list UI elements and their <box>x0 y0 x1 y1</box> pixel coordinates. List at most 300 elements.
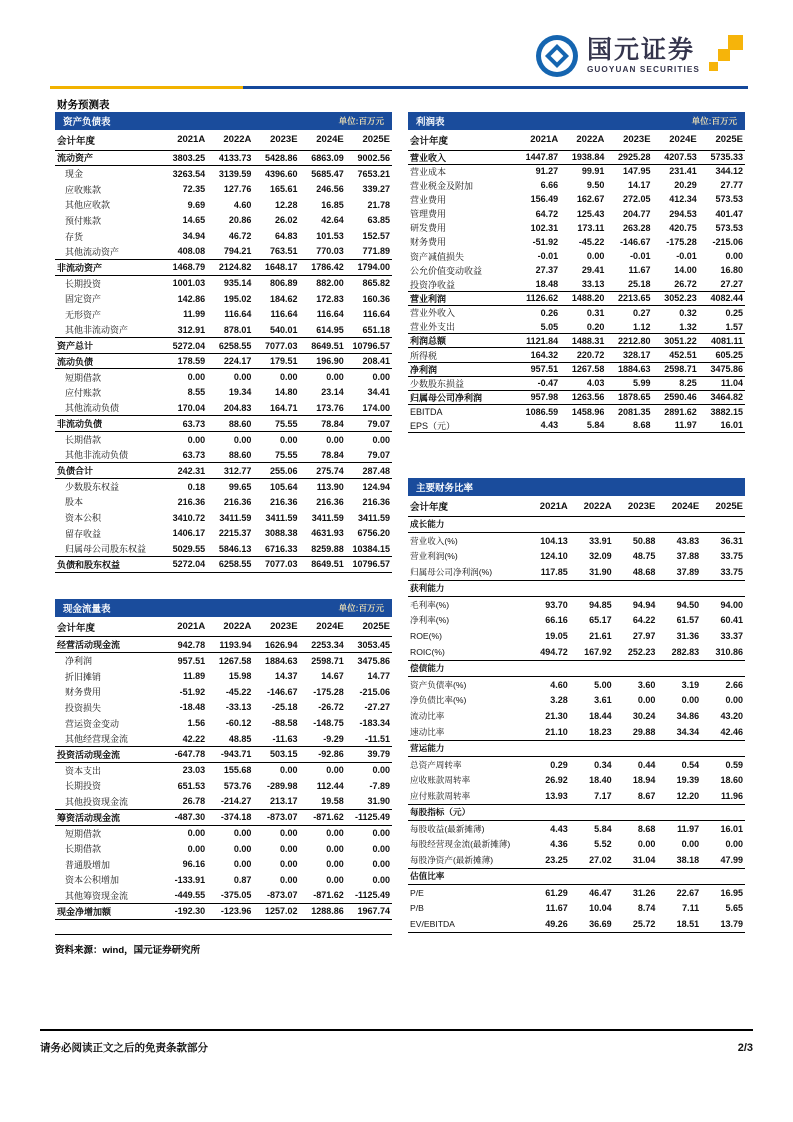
cell-label: 利润总额 <box>408 334 514 348</box>
cell-value: 6258.55 <box>207 557 253 573</box>
cell-value: 167.92 <box>584 647 612 658</box>
cell-label: 非流动负债 <box>55 416 161 432</box>
financial-ratios-table <box>408 496 745 933</box>
cell-value: 78.84 <box>321 449 344 460</box>
cell-value: 540.01 <box>270 324 298 335</box>
cell-value: -214.27 <box>220 796 252 807</box>
cell-value: 16.80 <box>720 265 743 276</box>
cell-value: 275.74 <box>300 463 346 479</box>
cell-value: 10796.57 <box>346 338 392 354</box>
cell-value: 34.34 <box>676 727 700 738</box>
table-row <box>408 249 745 263</box>
brand-name-cn: 国元证券 <box>586 35 695 64</box>
section-header-row <box>408 580 745 596</box>
cell-label: 应付账款 <box>65 387 102 398</box>
cell-value: 0.20 <box>586 321 605 332</box>
cell-value: 11.89 <box>183 671 206 682</box>
cell-value: 6258.55 <box>207 338 253 354</box>
table-row <box>55 747 392 763</box>
cell-value: 0.00 <box>681 839 700 850</box>
cell-value <box>526 804 570 820</box>
cell-value: 75.55 <box>275 449 298 460</box>
cell-label: 归属母公司净利润 <box>408 390 514 404</box>
cell-label: 资本公积 <box>65 513 102 524</box>
spacer <box>408 433 745 478</box>
cell-value: 65.17 <box>589 615 612 626</box>
section-header-row <box>408 660 745 676</box>
cell-value: 282.83 <box>671 647 700 658</box>
cell-value: 6.66 <box>540 180 559 191</box>
cell-value: 18.94 <box>632 775 656 786</box>
cell-value: 7653.21 <box>357 168 390 179</box>
cell-value: 0.29 <box>550 759 568 770</box>
cell-value: 0.59 <box>725 759 743 770</box>
column-header-label: 会计年度 <box>55 130 161 150</box>
cell-value: 63.85 <box>367 215 390 226</box>
cell-value: 36.69 <box>589 919 612 930</box>
cell-label: 每股指标（元） <box>408 804 526 820</box>
cell-value: 64.72 <box>535 208 559 219</box>
cell-value: 3052.23 <box>653 291 699 305</box>
cell-label: 其他流动负债 <box>65 403 120 414</box>
gold-square-large <box>728 35 743 50</box>
cell-value: 16.95 <box>720 887 743 898</box>
cell-value: 21.10 <box>545 727 568 738</box>
cell-value: 3882.15 <box>710 406 743 417</box>
cell-value: 43.83 <box>676 535 700 546</box>
table-title: 利润表 <box>416 117 445 128</box>
table-row <box>408 548 745 564</box>
cell-value: 0.00 <box>637 839 656 850</box>
cell-value: 4.36 <box>550 839 568 850</box>
cell-value: 2891.62 <box>664 406 697 417</box>
column-header-year: 2025E <box>346 130 392 150</box>
table-row <box>55 166 392 182</box>
cell-value: 14.00 <box>674 265 697 276</box>
cell-value: 42.46 <box>720 727 743 738</box>
cell-value: 2124.82 <box>207 259 253 275</box>
table-row <box>55 275 392 291</box>
cell-value: 3.60 <box>637 679 656 690</box>
cell-value: 242.31 <box>161 463 207 479</box>
brand-name-en: GUOYUAN SECURITIES <box>586 64 700 74</box>
page-footer <box>40 1040 753 1055</box>
cell-label: 应收账款周转率 <box>410 775 471 786</box>
cell-value: 0.34 <box>594 759 612 770</box>
cell-value: 42.22 <box>182 733 206 744</box>
cell-value: 0.00 <box>187 434 206 445</box>
table-row <box>408 676 745 692</box>
cell-value: 26.78 <box>182 796 206 807</box>
cell-value: -133.91 <box>174 874 206 885</box>
cell-value: 16.01 <box>720 420 743 431</box>
table-row <box>55 228 392 244</box>
cell-value: 178.59 <box>161 353 207 369</box>
cell-label: 其他非流动资产 <box>65 325 129 336</box>
brand-text <box>586 35 700 74</box>
cell-value: 9.69 <box>187 199 206 210</box>
table-row <box>408 221 745 235</box>
cell-value: 33.75 <box>720 567 743 578</box>
cell-value: 0.00 <box>280 765 298 776</box>
cell-value: 99.65 <box>228 481 252 492</box>
table-row <box>408 277 745 291</box>
cell-value: 4.60 <box>233 199 252 210</box>
table-row <box>55 213 392 229</box>
cell-value: 763.51 <box>270 246 298 257</box>
cell-value: 272.05 <box>623 194 651 205</box>
cell-label: 留存收益 <box>65 528 102 539</box>
cell-value: -45.22 <box>225 686 252 697</box>
cell-label: EBITDA <box>410 406 443 417</box>
cell-label: 短期借款 <box>65 372 102 383</box>
cell-label: 其他筹资现金流 <box>65 890 129 901</box>
table-row <box>408 348 745 362</box>
cell-value: 4.43 <box>540 420 559 431</box>
cell-value: 0.00 <box>372 843 390 854</box>
table-row <box>55 338 392 354</box>
cell-value: 34.41 <box>367 387 390 398</box>
cell-value: 117.85 <box>540 567 568 578</box>
cell-value: 651.18 <box>362 324 390 335</box>
cell-value: 5.05 <box>540 321 559 332</box>
cell-value: 0.00 <box>187 843 206 854</box>
cell-value: 216.36 <box>270 496 298 507</box>
cell-value: 20.86 <box>228 215 252 226</box>
cell-value: 3411.59 <box>219 512 252 523</box>
cell-value: 2212.80 <box>606 334 652 348</box>
cell-value: 33.13 <box>581 279 605 290</box>
cell-value <box>657 660 701 676</box>
cell-value: 14.67 <box>321 671 344 682</box>
cell-value: 42.64 <box>321 215 344 226</box>
cell-label: 现金净增加额 <box>55 903 161 919</box>
cell-value: 3411.59 <box>311 512 344 523</box>
cell-value: 21.30 <box>545 711 568 722</box>
cell-label: 资产减值损失 <box>410 251 465 262</box>
cell-value: 503.15 <box>253 747 299 763</box>
cell-value: 0.00 <box>372 828 390 839</box>
column-header-year: 2025E <box>701 496 745 516</box>
cell-label: 少数股东损益 <box>410 378 465 389</box>
cell-value: 328.17 <box>623 350 651 361</box>
cell-value: 935.14 <box>223 278 252 289</box>
table-row <box>55 715 392 731</box>
cell-label: 成长能力 <box>408 516 526 532</box>
cell-value: -33.13 <box>225 702 252 713</box>
cell-value: 3464.82 <box>699 390 745 404</box>
cell-value: 1488.20 <box>560 291 606 305</box>
cell-value: 7.11 <box>682 903 700 914</box>
cell-value: 8.74 <box>637 903 656 914</box>
cell-value: 26.02 <box>275 215 298 226</box>
cell-value: 179.51 <box>253 353 299 369</box>
cell-value: 19.05 <box>545 631 568 642</box>
cell-label: 投资活动现金流 <box>55 747 161 763</box>
cell-value: 13.93 <box>545 791 568 802</box>
cell-label: 无形资产 <box>65 309 102 320</box>
cell-value: 8649.51 <box>300 557 346 573</box>
divider-gold-segment <box>50 86 243 89</box>
cell-value: 0.00 <box>233 859 252 870</box>
cell-label: 其他投资现金流 <box>65 796 129 807</box>
cell-value: 8.68 <box>633 420 651 431</box>
cell-value: 1001.03 <box>172 278 206 289</box>
cell-value: 48.68 <box>632 567 656 578</box>
cell-value: 5029.55 <box>172 543 206 554</box>
cell-value: 147.95 <box>623 166 651 177</box>
cell-label: 短期借款 <box>65 828 102 839</box>
divider-blue-segment <box>243 86 748 89</box>
cell-value: 5.84 <box>586 420 605 431</box>
cell-value: 88.60 <box>207 416 253 432</box>
cell-value <box>614 580 658 596</box>
cell-value: 0.00 <box>372 434 390 445</box>
cell-value: 162.67 <box>576 194 605 205</box>
column-header-row <box>408 496 745 516</box>
cell-value: 94.50 <box>676 599 700 610</box>
cell-value: -27.27 <box>364 702 390 713</box>
cell-value: 101.53 <box>316 231 344 242</box>
cell-value: 1263.56 <box>560 390 606 404</box>
cell-value: 93.70 <box>545 599 568 610</box>
cell-value: 27.27 <box>720 279 743 290</box>
cell-value: 14.77 <box>367 671 390 682</box>
table-row <box>55 197 392 213</box>
cell-value: 0.00 <box>187 372 206 383</box>
cell-value: 49.26 <box>545 919 568 930</box>
cell-value: 255.06 <box>253 463 299 479</box>
cell-value: 3411.59 <box>357 512 390 523</box>
cell-value: 4396.60 <box>265 168 298 179</box>
cell-value: 246.56 <box>316 184 344 195</box>
table-row <box>55 557 392 573</box>
cell-label: 营运能力 <box>408 740 526 756</box>
cell-value: 2253.34 <box>300 637 346 653</box>
cell-value: 1193.94 <box>207 637 253 653</box>
cell-value: 0.00 <box>637 695 656 706</box>
unit-label: 单位:百万元 <box>338 602 384 613</box>
cell-value: 9.50 <box>586 180 605 191</box>
table-title: 资产负债表 <box>63 117 111 128</box>
cell-value: 34.94 <box>182 231 206 242</box>
brand-squares-icon <box>709 34 743 78</box>
cell-value <box>614 868 658 884</box>
cell-value: 11.67 <box>545 903 568 914</box>
table-row <box>55 684 392 700</box>
column-header-year: 2021A <box>514 130 560 150</box>
cell-value: 113.90 <box>316 481 344 492</box>
cell-value: 263.28 <box>623 222 651 233</box>
table-row <box>55 700 392 716</box>
cell-value: 312.91 <box>177 324 206 335</box>
cell-value: 1878.65 <box>606 390 652 404</box>
table-row <box>408 916 745 932</box>
cell-value: 1967.74 <box>346 903 392 919</box>
table-row <box>55 447 392 463</box>
cell-value: 4133.73 <box>207 150 253 166</box>
cell-label: 流动负债 <box>55 353 161 369</box>
cell-value: 15.98 <box>228 671 252 682</box>
cell-label: 资本公积增加 <box>65 875 120 886</box>
table-row <box>55 150 392 166</box>
cell-value: 573.76 <box>223 780 252 791</box>
cell-value: 1257.02 <box>253 903 299 919</box>
column-header-label: 会计年度 <box>408 130 514 150</box>
cell-value: 23.25 <box>545 855 568 866</box>
cell-value: -0.01 <box>676 251 697 262</box>
cell-value <box>570 660 614 676</box>
cell-value: 11.99 <box>183 309 206 320</box>
table-row <box>55 541 392 557</box>
cell-value: 0.00 <box>233 843 252 854</box>
cell-value: -449.55 <box>174 890 206 901</box>
cell-value: 0.32 <box>679 307 697 318</box>
table-row <box>408 724 745 740</box>
cell-value: 66.16 <box>545 615 568 626</box>
cell-label: 归属母公司股东权益 <box>65 544 147 555</box>
table-row <box>408 419 745 433</box>
cell-value: 124.10 <box>540 551 568 562</box>
cell-value: 0.87 <box>233 874 252 885</box>
cell-value: 31.26 <box>632 887 656 898</box>
cell-value: 19.34 <box>228 387 252 398</box>
cell-value: -92.86 <box>300 747 346 763</box>
cell-value: 401.47 <box>715 208 743 219</box>
cell-label: 估值比率 <box>408 868 526 884</box>
cell-value: 0.54 <box>681 759 700 770</box>
cell-value: 94.94 <box>632 599 656 610</box>
table-row <box>408 207 745 221</box>
column-header-row <box>408 130 745 150</box>
cell-value: 1488.31 <box>560 334 606 348</box>
balance-sheet-table <box>55 130 392 573</box>
cell-value: 48.75 <box>632 551 656 562</box>
cell-value: -11.63 <box>272 733 298 744</box>
cell-value: -289.98 <box>267 780 298 791</box>
cell-value: 50.88 <box>632 535 656 546</box>
cell-value: 196.90 <box>300 353 346 369</box>
table-row <box>408 708 745 724</box>
cell-value: 6756.20 <box>357 528 390 539</box>
table-row <box>408 852 745 868</box>
cell-value: 3411.59 <box>265 512 298 523</box>
cell-value: 64.22 <box>632 615 656 626</box>
cell-label: 毛利率(%) <box>410 599 450 610</box>
cell-value: 79.07 <box>367 449 390 460</box>
cell-label: EPS（元） <box>410 420 456 431</box>
cell-value: 1086.59 <box>525 406 559 417</box>
cell-value: 770.03 <box>316 246 344 257</box>
cell-value: 412.34 <box>669 194 697 205</box>
cell-value: 48.85 <box>228 733 252 744</box>
table-row <box>408 772 745 788</box>
cell-value: -45.22 <box>578 236 605 247</box>
cell-value: 216.36 <box>177 496 206 507</box>
column-header-year: 2024E <box>300 617 346 637</box>
cell-value: 3263.54 <box>172 168 206 179</box>
cell-value: 27.37 <box>535 265 559 276</box>
cell-value: -871.62 <box>300 809 346 825</box>
income-statement-header <box>408 112 745 130</box>
cell-value: -9.29 <box>323 733 344 744</box>
cell-value: 494.72 <box>540 647 568 658</box>
cell-value: 2598.71 <box>653 362 699 376</box>
cell-value: 3139.59 <box>218 168 252 179</box>
cell-value: 21.61 <box>589 631 612 642</box>
section-header-row <box>408 740 745 756</box>
column-header-year: 2023E <box>253 130 299 150</box>
cell-value: -192.30 <box>161 903 207 919</box>
cell-value: 3475.86 <box>357 655 390 666</box>
cell-value: 124.94 <box>362 481 390 492</box>
cell-label: 存货 <box>65 231 84 242</box>
table-row <box>408 820 745 836</box>
logo-diamond-icon <box>545 44 569 68</box>
cell-value: -175.28 <box>666 236 697 247</box>
cell-label: 归属母公司净利润(%) <box>410 567 493 578</box>
cell-value: 0.00 <box>372 859 390 870</box>
cell-label: 每股收益(最新摊薄) <box>410 823 485 834</box>
cell-value: 4207.53 <box>653 150 699 164</box>
cell-value: 18.40 <box>589 775 612 786</box>
cell-value: 173.76 <box>316 402 344 413</box>
cell-value: 25.72 <box>632 919 656 930</box>
cell-value: 3051.22 <box>653 334 699 348</box>
cell-label: 管理费用 <box>410 209 447 220</box>
cell-label: 长期借款 <box>65 844 102 855</box>
cell-value: 160.36 <box>362 293 390 304</box>
cell-label: 净负债比率(%) <box>410 695 467 706</box>
cell-value: 1786.42 <box>300 259 346 275</box>
table-row <box>55 463 392 479</box>
cell-value: -871.62 <box>313 890 344 901</box>
cell-value: 36.31 <box>720 535 743 546</box>
cell-value: 3803.25 <box>161 150 207 166</box>
table-row <box>408 644 745 660</box>
cell-value: 0.00 <box>586 251 605 262</box>
cell-value: 10384.15 <box>352 543 390 554</box>
cell-value: -873.07 <box>267 890 298 901</box>
cell-value: 21.78 <box>367 199 390 210</box>
column-header-year: 2023E <box>253 617 299 637</box>
cell-label: 负债和股东权益 <box>55 557 161 573</box>
cell-value: 116.64 <box>224 309 252 320</box>
cell-value: 94.00 <box>720 599 743 610</box>
cell-label: 财务费用 <box>410 237 447 248</box>
table-row <box>408 164 745 178</box>
cell-value: 0.00 <box>372 765 390 776</box>
cell-value: 18.48 <box>535 279 559 290</box>
cell-value: 32.09 <box>589 551 612 562</box>
cell-label: 普通股增加 <box>65 859 111 870</box>
cell-value: 91.27 <box>535 166 559 177</box>
cell-value: 2213.65 <box>606 291 652 305</box>
cell-value: 9002.56 <box>346 150 392 166</box>
cell-value: 1938.84 <box>560 150 606 164</box>
cell-label: 营业利润 <box>408 291 514 305</box>
cell-value: 573.53 <box>715 222 743 233</box>
cell-value: -215.06 <box>712 236 743 247</box>
cell-label: 折旧摊销 <box>65 671 102 682</box>
cell-value: 14.17 <box>628 180 651 191</box>
cell-value: 13.79 <box>720 919 743 930</box>
cell-value: 252.23 <box>627 647 656 658</box>
cell-value: 164.71 <box>270 402 298 413</box>
cell-value: 20.29 <box>674 180 697 191</box>
table-row <box>408 756 745 772</box>
cell-value: -88.58 <box>272 718 298 729</box>
